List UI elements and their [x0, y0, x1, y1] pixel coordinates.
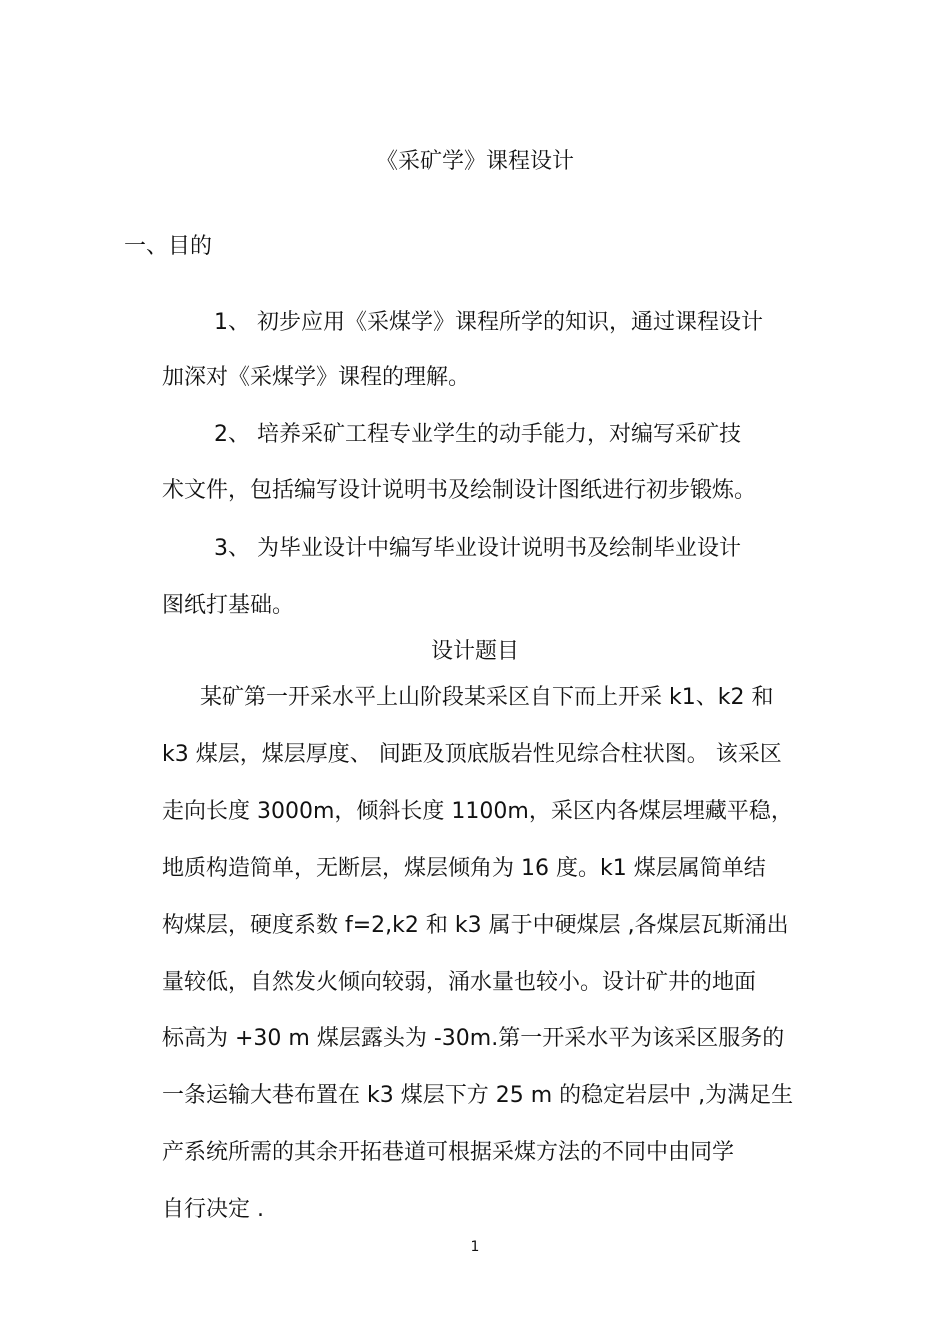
paragraph-line-2: k3 煤层，煤层厚度、 间距及顶底版岩性见综合柱状图。 该采区: [162, 742, 782, 767]
page-number: 1: [470, 1239, 480, 1255]
design-topic-heading: 设计题目: [430, 639, 519, 664]
purpose-item-3-line-2: 图纸打基础。: [162, 593, 295, 618]
purpose-item-1-line-1: 1、 初步应用《采煤学》课程所学的知识，通过课程设计: [214, 310, 763, 335]
paragraph-line-1: 某矿第一开采水平上山阶段某采区自下而上开采 k1、k2 和: [200, 685, 774, 710]
purpose-item-2-line-2: 术文件，包括编写设计说明书及绘制设计图纸进行初步锻炼。: [162, 478, 757, 503]
purpose-item-3-line-1: 3、 为毕业设计中编写毕业设计说明书及绘制毕业设计: [214, 536, 741, 561]
paragraph-line-3: 走向长度 3000m，倾斜长度 1100m，采区内各煤层埋藏平稳，: [162, 799, 793, 824]
purpose-item-2-line-1: 2、 培养采矿工程专业学生的动手能力，对编写采矿技: [214, 422, 741, 447]
paragraph-line-8: 一条运输大巷布置在 k3 煤层下方 25 m 的稳定岩层中 ,为满足生: [162, 1083, 794, 1108]
purpose-item-1-line-2: 加深对《采煤学》课程的理解。: [162, 365, 471, 390]
paragraph-line-10: 自行决定 .: [162, 1197, 264, 1222]
paragraph-line-4: 地质构造简单，无断层，煤层倾角为 16 度。k1 煤层属简单结: [162, 856, 766, 881]
paragraph-line-6: 量较低，自然发火倾向较弱，涌水量也较小。设计矿井的地面: [162, 970, 757, 995]
paragraph-line-7: 标高为 +30 m 煤层露头为 -30m.第一开采水平为该采区服务的: [162, 1026, 785, 1051]
paragraph-line-9: 产系统所需的其余开拓巷道可根据采煤方法的不同中由同学: [162, 1140, 735, 1165]
document-title: 《采矿学》课程设计: [375, 149, 574, 174]
paragraph-line-5: 构煤层，硬度系数 f=2,k2 和 k3 属于中硬煤层 ,各煤层瓦斯涌出: [162, 913, 789, 938]
section-heading-purpose: 一、目的: [124, 234, 213, 259]
